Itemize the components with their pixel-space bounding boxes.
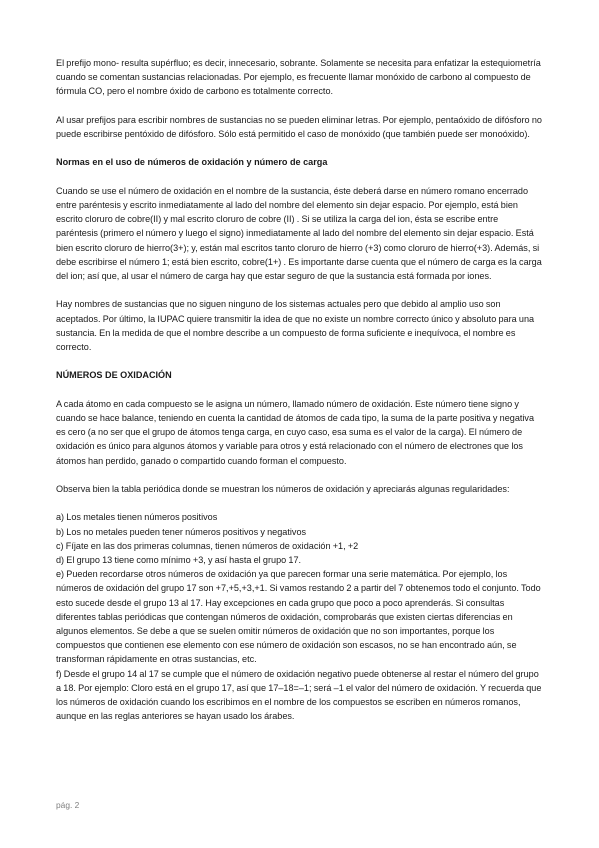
list-item: c) Fíjate en las dos primeras columnas, tienen números de oxidación +1, +2 [56,540,359,551]
list-item: d) El grupo 13 tiene como mínimo +3, y así hasta el grupo 17. [56,554,302,565]
list-item: b) Los no metales pueden tener números positivos y negativos [56,526,307,537]
list-item: f) Desde el grupo 14 al 17 se cumple que el número de oxidación negativo puede obtenerse al restar el número del grupo a 18. Por ejemplo: Cloro está en el grupo 17, así que 17–18=–1; será –1 el valor del número de oxidación. Y recuerda que los números de oxidación cuando los escribimos en el nombre de los compuestos se escriben en números romanos, aunque en las reglas anteriores se hayan usado los árabes. [56,668,542,722]
paragraph-oxidation-usage: Cuando se use el número de oxidación en el nombre de la sustancia, éste deberá darse en número romano encerrado entre paréntesis y escrito inmediatamente al lado del nombre del elemento sin dejar espacio. Por ejemplo, está bien escrito cloruro de cobre(II) y mal escrito cloruro de cobre (II) . Si se utiliza la carga del ion, ésta se escribe entre paréntesis (primero el número y luego el signo) inmediatamente al lado del nombre del elemento sin dejar espacio. Está bien escrito cloruro de hierro(3+); y, están mal escritos tanto cloruro de hierro (+3) como cloruro de hierro(+3). Además, si debe escribirse el número 1; está bien escrito, cobre(1+) . Es importante darse cuenta que el número de carga es la carga del ion; así que, al usar el número de carga hay que estar seguro de que la sustancia está formada por iones. [56,185,542,281]
paragraph-accepted-names: Hay nombres de sustancias que no siguen ninguno de los sistemas actuales pero que debido al amplio uso son aceptados. Por último, la IUPAC quiere transmitir la idea de que no existe un nombre correcto único y absoluto para una sustancia. En la medida de que el nombre describe a un compuesto de forma suficiente e inequívoca, el nombre es correcto. [56,299,535,352]
list-item: a) Los metales tienen números positivos [56,512,218,523]
paragraph-mono-prefix: El prefijo mono- resulta supérfluo; es decir, innecesario, sobrante. Solamente se necesita para enfatizar la estequiometría cuando se comentan sustancias relacionadas. Por ejemplo, es frecuente llamar monóxido de carbono al compuesto de fórmula CO, pero el nombre óxido de carbono es totalmente correcto. [56,58,541,97]
page-number: pág. 2 [56,800,80,810]
section-heading-oxidation-numbers: NÚMEROS DE OXIDACIÓN [56,370,172,381]
paragraph-oxidation-definition: A cada átomo en cada compuesto se le asigna un número, llamado número de oxidación. Este número tiene signo y cuando se hace balance, teniendo en cuenta la cantidad de átomos de cada tipo, la suma de la parte positiva y negativa es cero (a no ser que el grupo de átomos tenga carga, en cuyo caso, esa suma es el valor de la carga). El número de oxidación es único para algunos átomos y variable para otros y está relacionado con el número de electrones que los átomos han perdido, ganado o compartido cuando forman el compuesto. [56,398,535,466]
list-item: e) Pueden recordarse otros números de oxidación ya que parecen formar una serie matemática. Por ejemplo, los números de oxidación del grupo 17 son +7,+5,+3,+1. Si vamos restando 2 a partir del 7 obtenemos todo el conjunto. Todo esto sucede desde el grupo 13 al 17. Hay excepciones en cada grupo que poco a poco aprenderás. Si consultas diferentes tablas periódicas que contengan números de oxidación, comprobarás que existen ciertas diferencias en algunos elementos. Se debe a que se suelen omitir números de oxidación que no son importantes, porque los compuestos que contienen ese elemento con ese número de oxidación son escasos, no se han encontrado aún, se transforman rápidamente en otras sustancias, etc. [56,569,541,665]
regularities-list [56,510,542,723]
document-page [56,56,542,723]
paragraph-periodic-table: Observa bien la tabla periódica donde se muestran los números de oxidación y apreciarás algunas regularidades: [56,483,510,494]
section-heading-norms: Normas en el uso de números de oxidación y número de carga [56,157,328,168]
paragraph-prefix-letters: Al usar prefijos para escribir nombres de sustancias no se pueden eliminar letras. Por ejemplo, pentaóxido de difósforo no puede escribirse pentóxido de difósforo. Sólo está permitido el caso de monóxido (que también puede ser monoóxido). [56,114,542,139]
